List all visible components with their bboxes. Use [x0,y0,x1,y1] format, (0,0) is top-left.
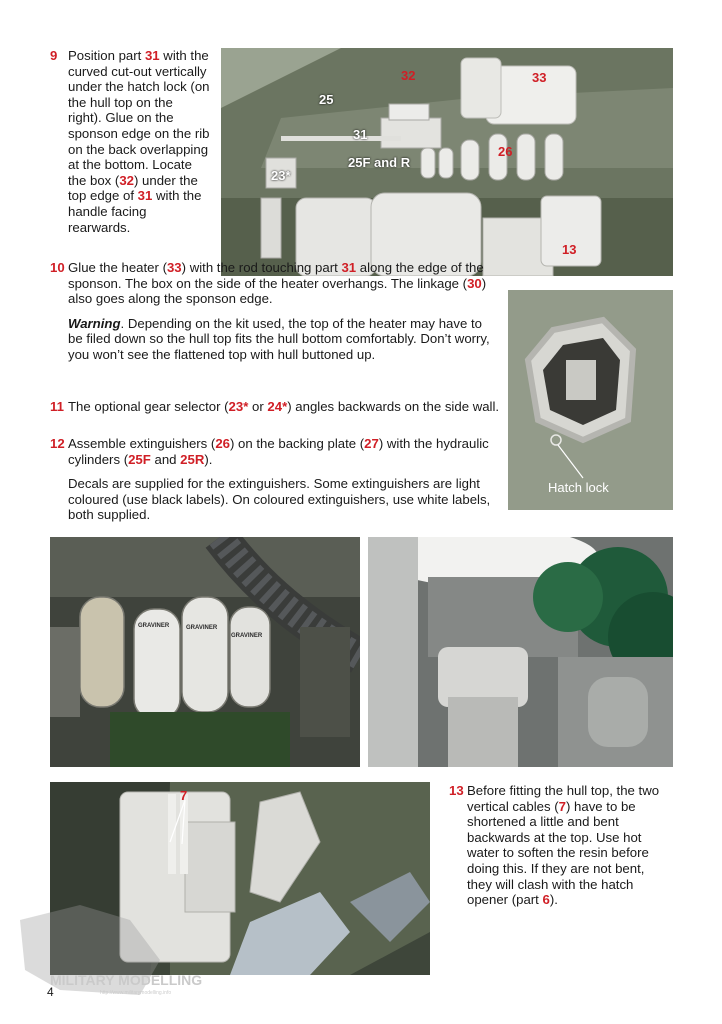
step-11 [50,399,500,415]
extinguisher-label: GRAVINER [231,633,263,639]
label-31: 31 [353,127,368,142]
step-9 [50,48,210,235]
watermark-text: MILITARY MODELLING [50,972,203,988]
step-number: 10 [50,260,65,275]
page-number: 4 [47,985,54,999]
warning-note: Warning. Depending on the kit used, the top of the heater may have to be filed down so the hull top fits the hull bottom comfortably. Don’t worry, you won’t see the flattened top with hull buttoned up. [68,315,490,362]
extinguisher-label: GRAVINER [138,623,170,629]
label-32: 32 [401,68,416,83]
photo-sponson-assembly [221,48,673,276]
step-number: 9 [50,48,58,63]
sponson-photo-illustration [221,48,673,276]
extinguisher-label: GRAVINER [186,625,218,631]
label-25: 25 [319,92,334,107]
step-text: The optional gear selector (23* or 24*) angles backwards on the side wall. [68,399,500,414]
label-23: 23* [271,168,291,183]
extinguishers-photo-illustration [50,537,360,767]
step-number: 12 [50,436,65,451]
watermark-url: http://www.militarymodelling.info [100,990,172,996]
label-26: 26 [498,144,513,159]
step-12 [50,436,500,523]
photo-interior-seat [368,537,673,767]
interior-photo-illustration [368,537,673,767]
hatch-lock-caption: Hatch lock [548,480,609,495]
hatch-photo-illustration [508,290,673,510]
step-text: Position part 31 with the curved cut-out vertically under the hatch lock (on the hull top on the right). Glue on the sponson edge on the rib on the back overlapping at the bottom. Locate the box (32) under the top edge of 31 with the handle facing rearwards. [68,48,210,235]
step-number: 11 [50,399,64,414]
step-number: 13 [449,783,464,798]
step-text: Glue the heater (33) with the rod touching part 31 along the edge of the sponson. The box on the side of the heater overhangs. The linkage (30) also goes along the sponson edge. [68,260,487,307]
step-text: Assemble extinguishers (26) on the backing plate (27) with the hydraulic cylinders (25F and 25R). [68,436,489,467]
label-25f-and-r: 25F and R [348,155,411,170]
step-text: Before fitting the hull top, the two vertical cables (7) have to be shortened a little and bent backwards at the top. Use hot water to soften the resin before doing this. If they are not bent, they will clash with the hatch opener (part 6). [467,783,660,908]
photo-extinguishers [50,537,360,767]
step-13 [449,783,669,908]
label-33: 33 [532,70,547,85]
label-7: 7 [180,788,188,803]
step-10 [50,260,490,363]
label-13: 13 [562,242,577,257]
photo-hatch-lock [508,290,673,510]
decals-note: Decals are supplied for the extinguishers. Some extinguishers are light coloured (use black labels). On coloured extinguishers, use white labels, both supplied. [68,476,491,523]
